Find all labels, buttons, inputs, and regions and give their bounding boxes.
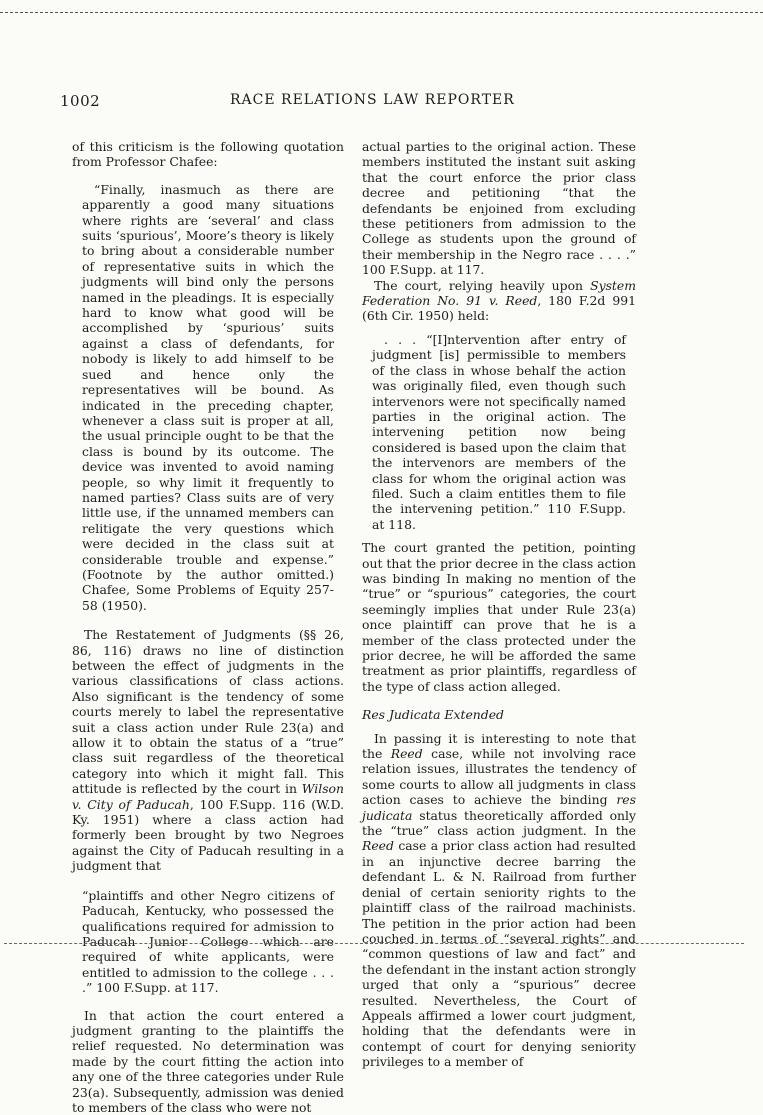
paragraph (72, 627, 344, 874)
text-run: The court, relying heavily upon (374, 277, 591, 293)
case-name: Wilson v. City of Paducah (72, 781, 344, 812)
block-quote: “Finally, inasmuch as there are apparently a good many situations where rights are ‘several’ and class suits ‘spurious’, Moore’s theory is likely to bring about a considerable number of representative suits in which the judgments will bind only the persons named in the pleadings. It is especially hard to know what good will be accomplished by ‘spurious’ suits against a class of defendants, for nobody is likely to add himself to be sued and hence only the representatives will be bound. As indicated in the preceding chapter, whenever a class suit is proper at all, the usual principle ought to be that the class is bound by its outcome. The device was invented to avoid naming people, so why limit it frequently to named parties? Class suits are of very little use, if the unnamed members can relitigate the very questions which were decided in the class suit at considerable trouble and expense.” (Footnote by the author omitted.) Chafee, Some Problems of Equity 257-58 (1950). (82, 181, 334, 613)
text-run: , 100 F.Supp. 116 (W.D. Ky. 1951) where a class action had formerly been brought by two Negroes against the City of Paducah resulting in a judgment that (72, 796, 345, 874)
section-heading: Res Judicata Extended (362, 707, 504, 723)
page-number: 1002 (60, 92, 101, 110)
paragraph: The court granted the petition, pointing out that the prior decree in the class action was binding In making no mention of the “true” or “spurious” categories, the court seemingly implies that under Rule 23(a) once plaintiff can prove that he is a member of the class protected under the prior decree, he will be afforded the same treatment as prior plaintiffs, regardless of the type of class action alleged. (362, 540, 636, 694)
bottom-rule (4, 943, 744, 944)
case-name: System Federation No. 91 v. Reed (362, 277, 636, 309)
text-run: In passing it is interesting to note that the (362, 730, 636, 762)
paragraph (362, 278, 636, 324)
paragraph: actual parties to the original action. These members instituted the instant suit asking that the court enforce the prior class decree and petitioning “that the defendants be enjoined from excluding these petitioners from admission to the College as students upon the ground of their membership in the Negro race . . . .” 100 F.Supp. at 117. (362, 139, 636, 278)
legal-term: res judicata (362, 792, 636, 823)
running-head: RACE RELATIONS LAW REPORTER (230, 92, 515, 108)
top-rule (0, 12, 763, 13)
text-run: , 180 F.2d 991 (6th Cir. 1950) held: (362, 293, 636, 324)
left-column (72, 139, 344, 1115)
block-quote: “plaintiffs and other Negro citizens of Paducah, Kentucky, who possessed the qualifications required for admission to Paducah Junior College which are required of white applicants, were entitled to admission to the college . . . .” 100 F.Supp. at 117. (82, 887, 334, 996)
case-name: Reed (362, 838, 394, 854)
paragraph (362, 731, 636, 1070)
text-run: status theoretically afforded only the “true” class action judgment. In the (362, 807, 636, 839)
text-run: The Restatement of Judgments (§§ 26, 86, 116) draws no line of distinction between the effect of judgments in the various classifications of class actions. Also significant is the tendency of some courts merely to label the representative suit a class action under Rule 23(a) and allow it to obtain the status of a “true” class suit regardless of the theoretical category into which it might fall. This attitude is reflected by the court in (72, 627, 344, 797)
paragraph: In that action the court entered a judgment granting to the plaintiffs the relief requested. No determination was made by the court fitting the action into any one of the three categories under Rule 23(a). Subsequently, admission was denied to members of the class who were not (72, 1007, 344, 1115)
case-name: Reed (390, 746, 423, 762)
text-run: case a prior class action had resulted in an injunctive decree barring the defendant L. & N. Railroad from further denial of certain seniority rights to the plaintiff class of the railroad machinists. The petition in the prior action had been couched in terms of “several rights” and “common questions of law and fact” and the defendant in the instant action strongly urged that only a “spurious” decree resulted. Nevertheless, the Court of Appeals affirmed a lower court judgment, holding that the defendants were in contempt of court for denying seniority privileges to a member of (362, 838, 636, 1070)
text-run: case, while not involving race relation issues, illustrates the tendency of some courts to allow all judgments in class action cases to achieve the binding (362, 746, 636, 808)
block-quote: . . . “[I]ntervention after entry of judgment [is] permissible to members of the class in whose behalf the action was originally filed, even though such intervenors were not specifically named parties in the original action. The intervening petition now being considered is based upon the claim that the intervenors are members of the class for whom the original action was filed. Such a claim entitles them to file the intervening petition.” 110 F.Supp. at 118. (372, 331, 626, 532)
right-column (362, 139, 636, 1070)
paragraph: of this criticism is the following quotation from Professor Chafee: (72, 139, 344, 170)
